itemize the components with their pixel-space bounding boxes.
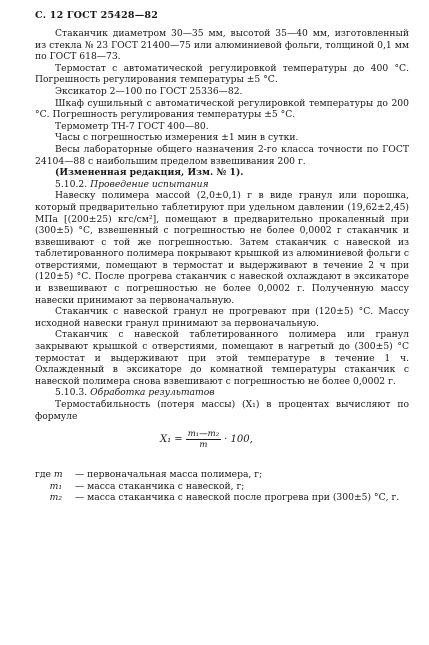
section-title: Проведение испытания	[90, 178, 209, 190]
paragraph-scales: Весы лабораторные общего назначения 2-го класса точности по ГОСТ 24104—88 с наибольшим пределом взвешивания 200 г.	[35, 143, 409, 167]
document-body	[35, 28, 409, 504]
definition-symbol: где m	[35, 469, 63, 481]
paragraph-procedure: Навеску полимера массой (2,0±0,1) г в виде гранул или порошка, который предварительно таблетируют при удельном давлении (19,62±2,45) МПа [(200±25) кгс/см²], помещают в предварительно прокаленный при (300±5) °С, взвешенный с погрешностью не более 0,0002 г стаканчик и взвешивают с той же погрешностью. Затем стаканчик с навеской из таблетированного полимера покрывают крышкой из алюминиевой фольги с отверстиями, помещают в термостат и выдерживают в течение 2 ч при (120±5) °С. После прогрева стаканчик с навеской охлаждают в эксикаторе и взвешивают с погрешностью не более 0,0002 г. Полученную массу навески принимают за первоначальную.	[35, 190, 409, 306]
amendment-note: (Измененная редакция, Изм. № 1).	[55, 167, 244, 179]
paragraph-thermometer: Термометр ТН-7 ГОСТ 400—80.	[55, 120, 209, 132]
definitions-list	[35, 469, 409, 504]
section-heading-testing	[35, 179, 409, 191]
definition-text: — масса стаканчика с навеской после прогрева при (300±5) °С, г.	[75, 492, 400, 504]
paragraph-clock: Часы с погрешностью измерения ±1 мин в сутки.	[55, 132, 299, 144]
section-number: 5.10.3.	[55, 387, 91, 399]
paragraph-desiccator: Эксикатор 2—100 по ГОСТ 25336—82.	[55, 85, 243, 97]
formula-lhs: X₁ =	[160, 433, 183, 445]
section-number: 5.10.2.	[55, 178, 91, 190]
definition-row	[35, 469, 409, 481]
definition-row	[35, 492, 409, 504]
definition-text: — масса стаканчика с навеской, г;	[75, 480, 245, 492]
paragraph-granules: Стаканчик с навеской гранул не прогревают при (120±5) °С. Массу исходной навески гранул принимают за первоначальную.	[35, 306, 409, 329]
definition-symbol: m₁	[49, 480, 63, 492]
section-title: Обработка результатов	[90, 387, 215, 399]
formula-denominator: m	[199, 440, 208, 451]
formula-fraction	[186, 429, 221, 450]
definition-row	[35, 481, 409, 493]
section-heading-results	[35, 387, 409, 399]
definition-text: — первоначальная масса полимера, г;	[75, 469, 263, 481]
formula-block	[35, 425, 409, 465]
formula	[160, 429, 253, 450]
paragraph-formula-intro: Термостабильность (потеря массы) (X₁) в процентах вычисляют по формуле	[35, 399, 409, 422]
paragraph-heating: Стаканчик с навеской таблетированного полимера или гранул закрывают крышкой с отверстиями, помещают в нагретый до (300±5) °С термостат и выдерживают при этой температуре в течение 1 ч. Охлажденный в эксикаторе до комнатной температуры стаканчик с навеской полимера снова взвешивают с погрешностью не более 0,0002 г.	[35, 329, 409, 387]
formula-numerator: m₁—m₂	[187, 429, 220, 440]
formula-rhs: · 100,	[224, 433, 253, 445]
page-header: С. 12 ГОСТ 25428—82	[35, 10, 159, 21]
paragraph-thermostat: Термостат с автоматической регулировкой температуры до 400 °С. Погрешность регулирования температуры ±5 °С.	[35, 62, 409, 86]
paragraph-beaker: Стаканчик диаметром 30—35 мм, высотой 35—40 мм, изготовленный из стекла № 23 ГОСТ 21400—75 или алюминиевой фольги, толщиной 0,1 мм по ГОСТ 618—73.	[35, 28, 409, 63]
paragraph-drying-oven: Шкаф сушильный с автоматической регулировкой температуры до 200 °С. Погрешность регулирования температуры ±5 °С.	[35, 97, 409, 121]
definition-symbol: m₂	[49, 492, 63, 504]
